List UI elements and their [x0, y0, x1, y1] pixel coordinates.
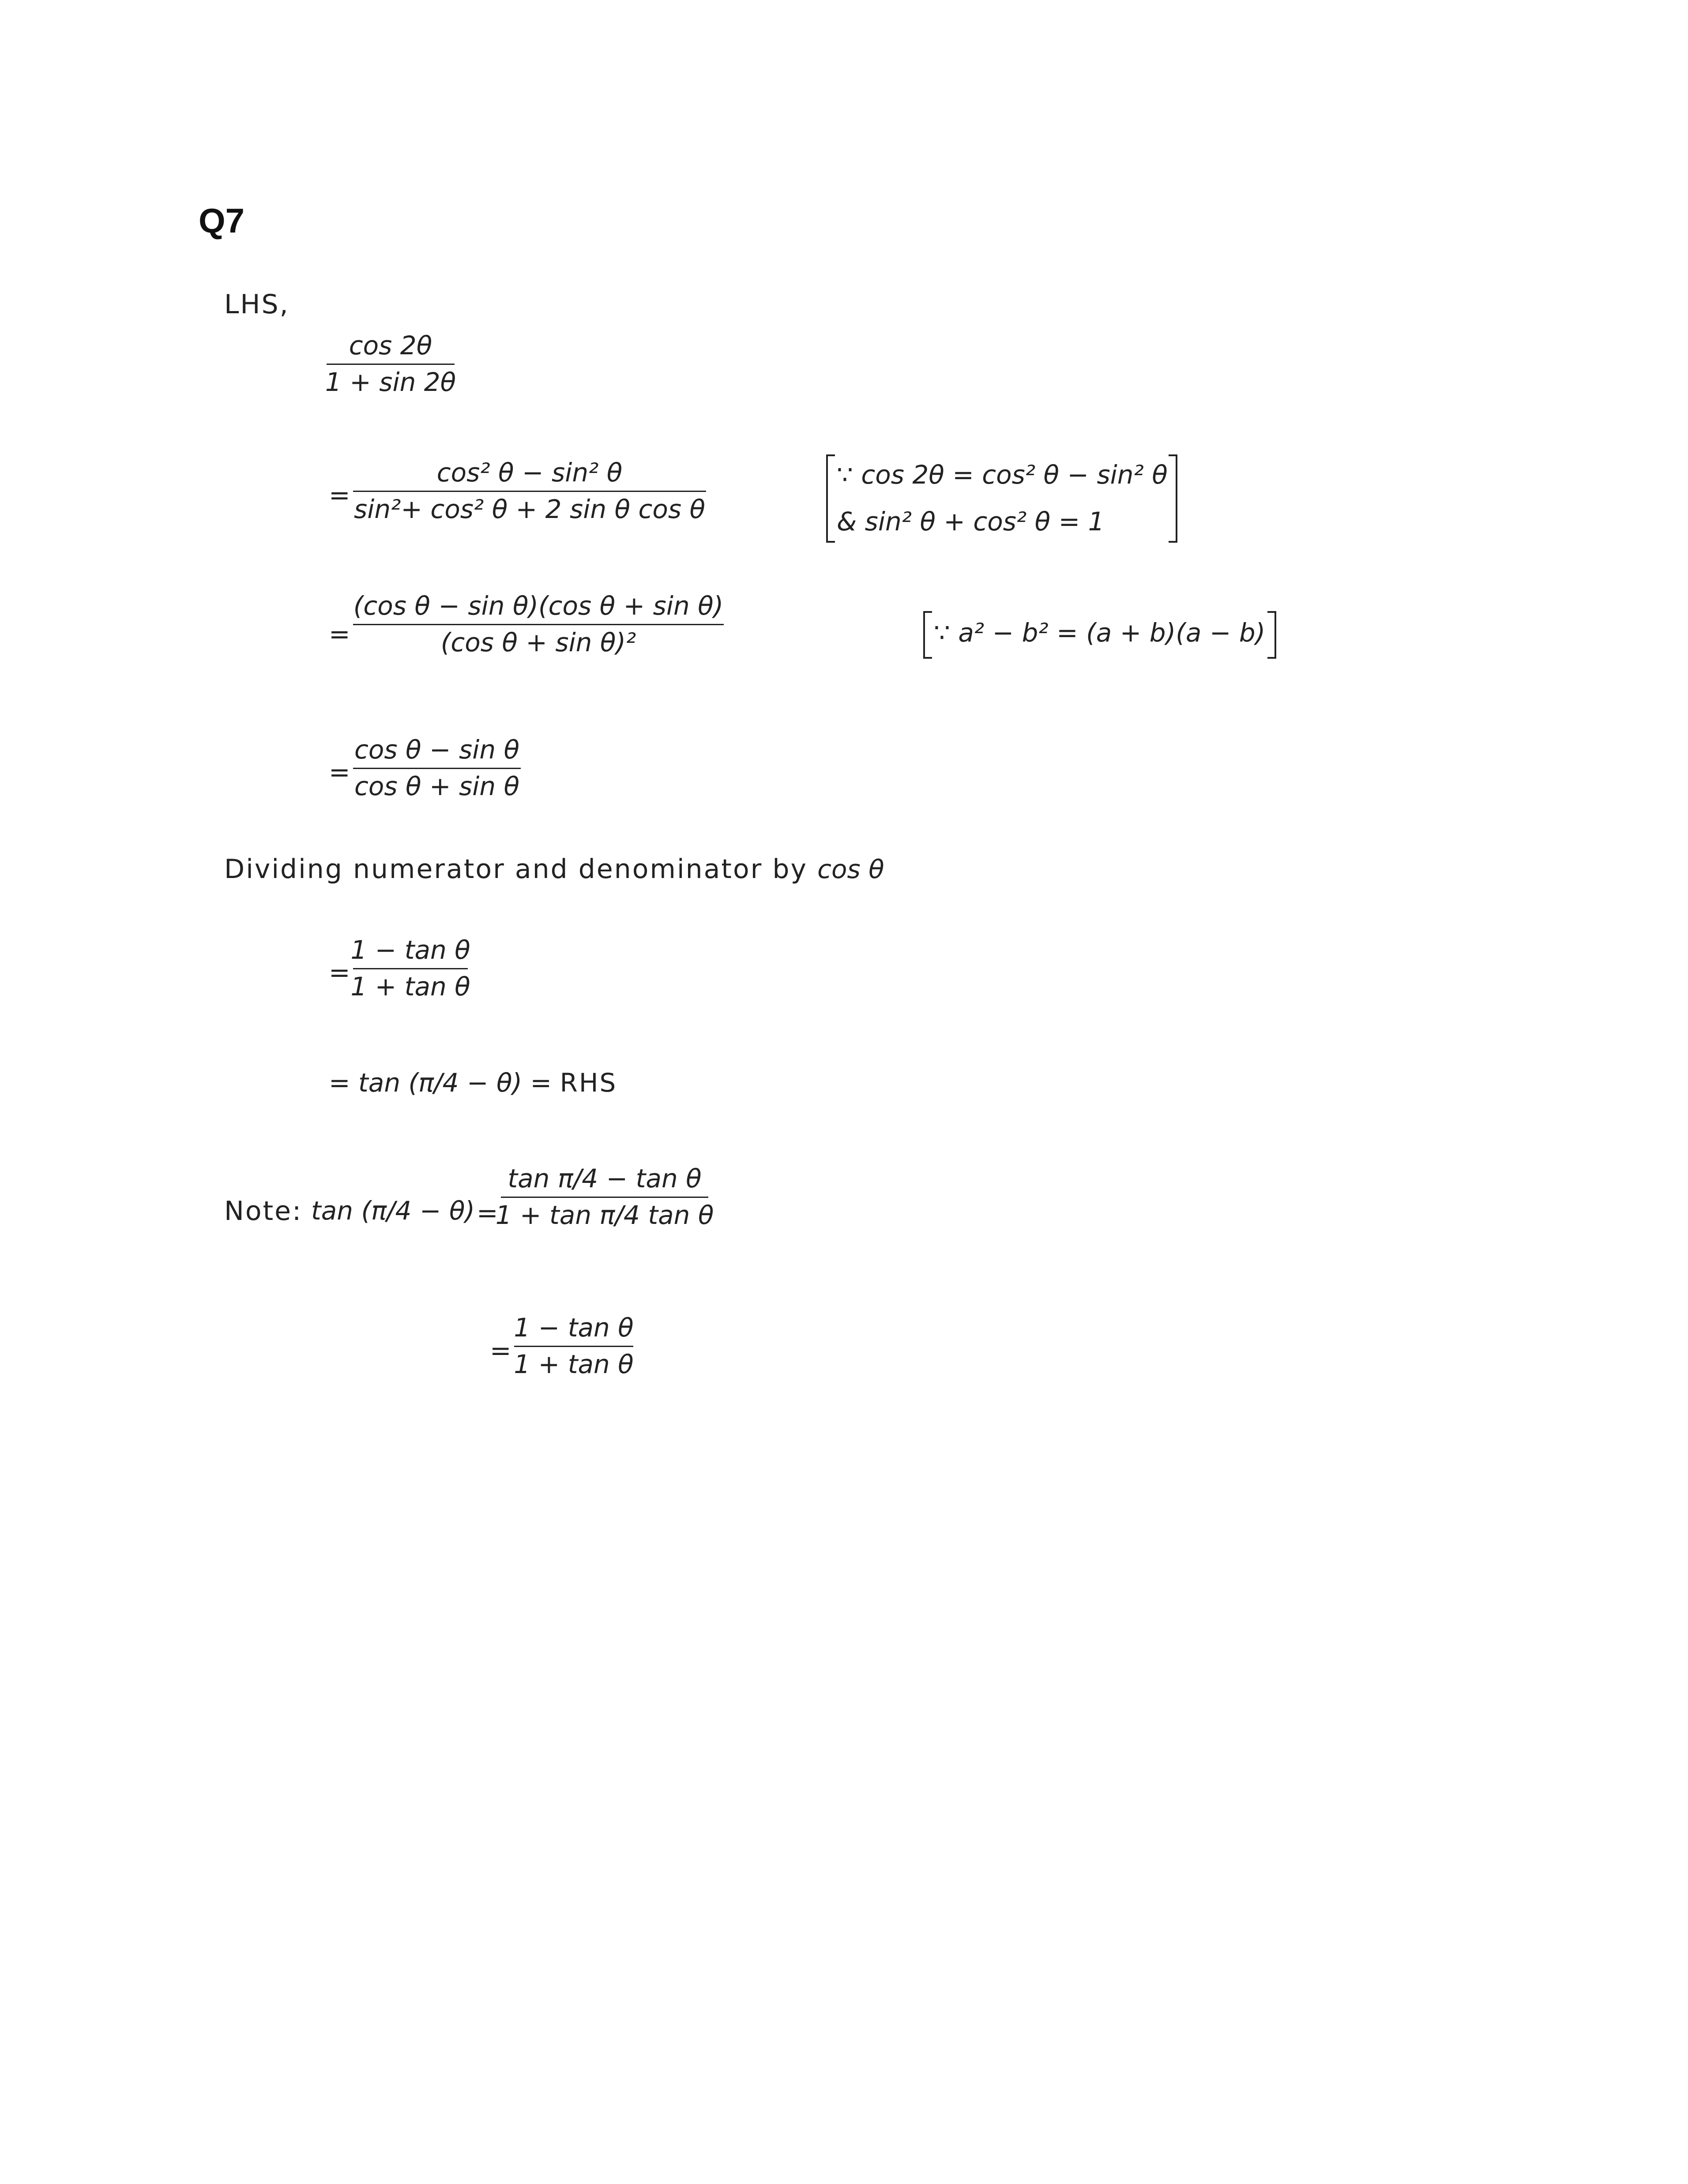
step1-equals: = — [329, 480, 350, 510]
step1-note-line1: ∵ cos 2θ = cos² θ − sin² θ — [837, 460, 1168, 490]
fraction-bar — [353, 624, 724, 625]
step5-line — [329, 1068, 617, 1098]
note-bracket-left — [923, 611, 932, 659]
step0-denominator: 1 + sin 2θ — [325, 367, 456, 397]
note-fraction — [495, 1163, 714, 1230]
step5-rhs: RHS — [560, 1068, 617, 1098]
fraction-bar — [353, 968, 468, 969]
note-bracket-right — [1169, 454, 1177, 543]
step2-note: ∵ a² − b² = (a + b)(a − b) — [934, 618, 1266, 648]
note-bracket-right — [1267, 611, 1276, 659]
note-denominator: 1 + tan π/4 tan θ — [495, 1200, 714, 1230]
step4-numerator: 1 − tan θ — [350, 935, 470, 965]
fraction-bar — [327, 364, 455, 365]
question-label: Q7 — [199, 201, 245, 240]
step3-numerator: cos θ − sin θ — [354, 735, 519, 765]
note-equals: = — [477, 1198, 498, 1228]
note-bracket-left — [826, 454, 835, 543]
step3-denominator: cos θ + sin θ — [354, 771, 519, 801]
step2-denominator: (cos θ + sin θ)² — [440, 627, 636, 657]
step3-fraction — [353, 736, 521, 801]
note-numerator: tan π/4 − tan θ — [508, 1163, 702, 1193]
step2-fraction — [353, 592, 724, 657]
lhs-label: LHS, — [224, 289, 289, 320]
step1-note-line2: & sin² θ + cos² θ = 1 — [837, 507, 1105, 537]
note-label: Note: — [224, 1196, 303, 1227]
step2-numerator: (cos θ − sin θ)(cos θ + sin θ) — [353, 591, 724, 621]
note-result-fraction — [514, 1314, 633, 1379]
dividing-by: cos θ — [817, 854, 884, 884]
note-result-numerator: 1 − tan θ — [514, 1313, 634, 1343]
fraction-bar — [501, 1197, 708, 1198]
step2-equals: = — [329, 619, 350, 649]
step4-fraction — [350, 935, 470, 1002]
note-result-equals: = — [490, 1336, 511, 1366]
step0-numerator: cos 2θ — [349, 330, 432, 360]
dividing-text-label: Dividing numerator and denominator by — [224, 854, 808, 885]
fraction-bar — [353, 768, 521, 769]
step4-equals: = — [329, 957, 350, 987]
step1-numerator: cos² θ − sin² θ — [436, 458, 623, 488]
fraction-bar — [353, 491, 706, 492]
step5-equals: = — [329, 1068, 350, 1098]
step4-denominator: 1 + tan θ — [350, 971, 470, 1002]
note-expression: tan (π/4 − θ) — [311, 1196, 475, 1226]
fraction-bar — [514, 1346, 633, 1347]
step5-expression: tan (π/4 − θ) — [358, 1068, 523, 1098]
step5-equals-2: = — [530, 1068, 552, 1098]
step1-denominator: sin²+ cos² θ + 2 sin θ cos θ — [354, 494, 705, 524]
step0-fraction — [327, 332, 455, 397]
note-result-denominator: 1 + tan θ — [514, 1349, 634, 1379]
step3-equals: = — [329, 757, 350, 787]
dividing-text — [224, 854, 884, 885]
step1-fraction — [353, 459, 706, 524]
